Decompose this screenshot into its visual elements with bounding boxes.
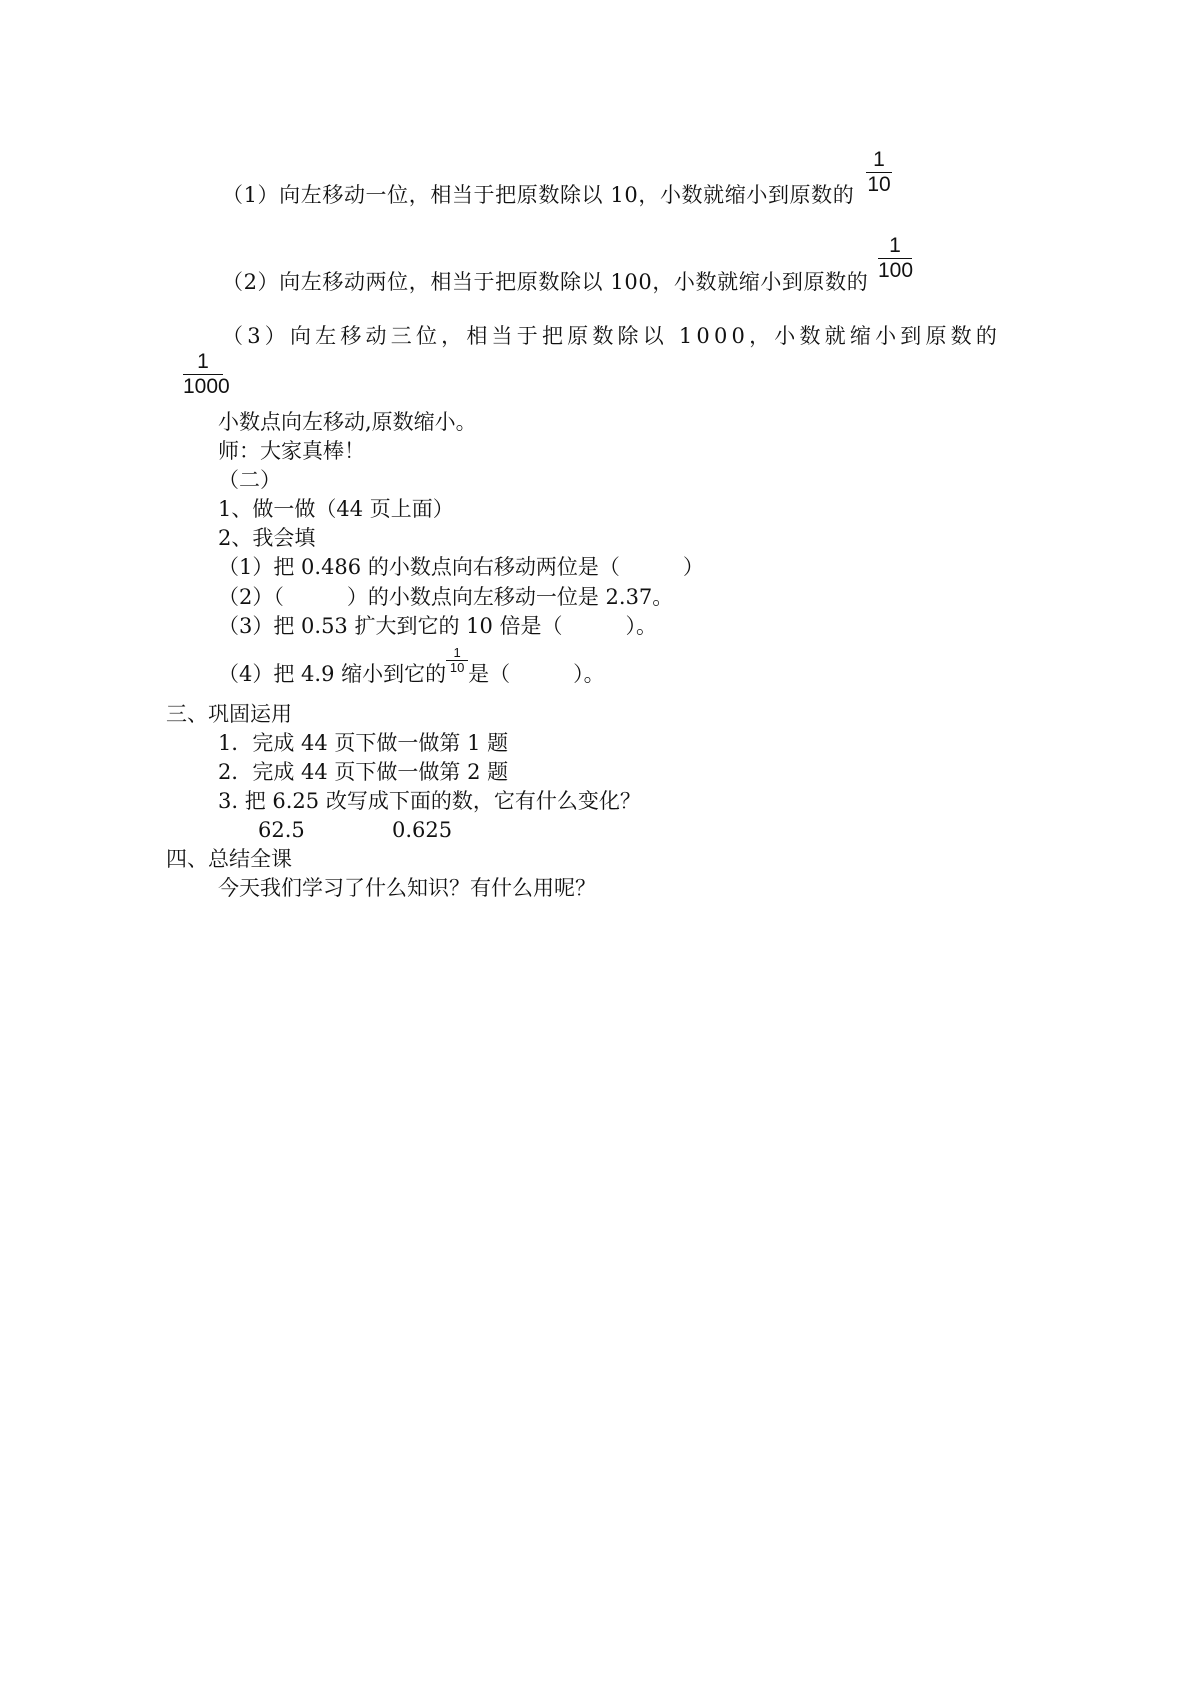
fill-blank-4 [218,645,605,688]
practice-item-1: 1．完成 44 页下做一做第 1 题 [218,731,509,755]
fill-blank-2: （2）（ ）的小数点向左移动一位是 2.37。 [218,585,674,609]
rule-item-3: （3）向左移动三位，相当于把原数除以 1000，小数就缩小到原数的 [222,324,1002,348]
left-move-summary: 小数点向左移动,原数缩小。 [218,410,477,434]
answer-value-0-625: 0.625 [392,818,453,842]
teacher-praise: 师：大家真棒！ [218,439,365,463]
fill-blank-4-prefix: （4）把 4.9 缩小到它的 [218,662,447,686]
fill-blank-1: （1）把 0.486 的小数点向右移动两位是（ ） [218,555,704,579]
summary-question: 今天我们学习了什么知识？有什么用呢？ [218,876,596,900]
practice-item-3: 3. 把 6.25 改写成下面的数，它有什么变化？ [218,789,641,813]
fraction-one-hundredth: 1 100 [878,234,914,282]
exercise-do-2: 2、我会填 [218,526,316,550]
part-two-heading: （二） [218,468,281,492]
fraction-inline-one-tenth: 1 10 [446,660,468,688]
fill-blank-3: （3）把 0.53 扩大到它的 10 倍是（ ）。 [218,614,658,638]
rule-item-1: （1）向左移动一位，相当于把原数除以 10，小数就缩小到原数的 [222,183,855,207]
exercise-do-1: 1、做一做（44 页上面） [218,497,454,521]
practice-item-2: 2．完成 44 页下做一做第 2 题 [218,760,509,784]
fill-blank-4-suffix: 是（ ）。 [468,662,605,686]
fraction-one-thousandth: 1 1000 [183,350,230,398]
section-three-heading: 三、巩固运用 [166,702,292,726]
answer-value-62-5: 62.5 [258,818,305,842]
rule-item-2: （2）向左移动两位，相当于把原数除以 100，小数就缩小到原数的 [222,270,869,294]
fraction-one-tenth: 1 10 [867,148,891,196]
section-four-heading: 四、总结全课 [166,847,292,871]
